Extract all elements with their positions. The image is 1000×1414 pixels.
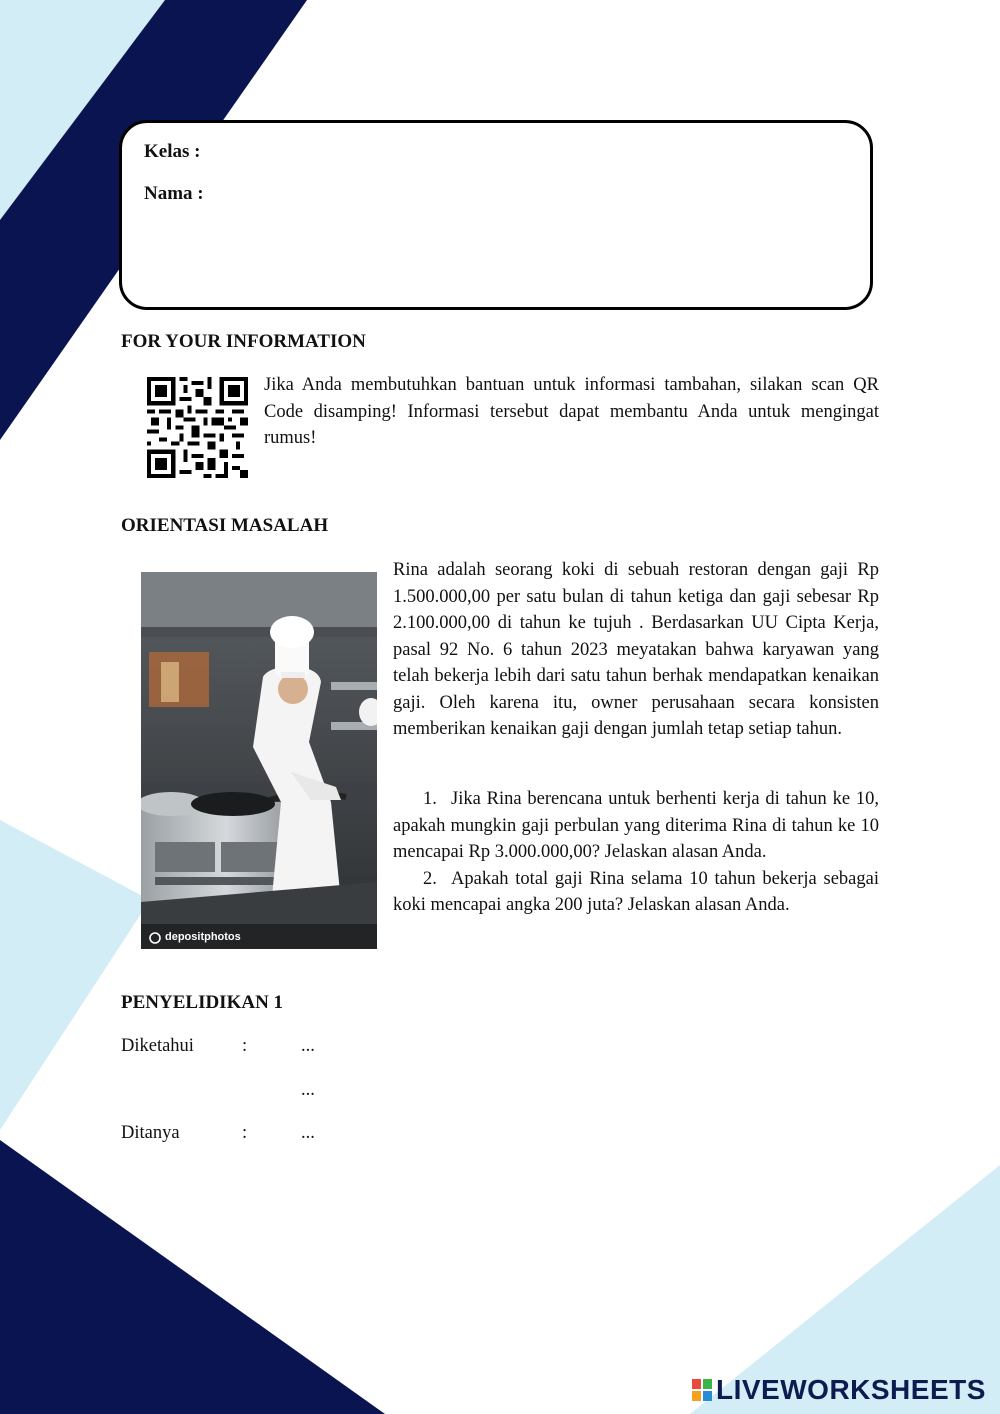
known-colon: : [242, 1036, 248, 1056]
known-field[interactable] [121, 1036, 521, 1062]
liveworksheets-icon [692, 1379, 712, 1401]
info-text: Jika Anda membutuhkan bantuan untuk informasi tambahan, silakan scan QR Code disamping! Informasi tersebut dapat membantu Anda untuk mengingat rumus! [264, 375, 879, 448]
liveworksheets-logo[interactable] [692, 1374, 986, 1406]
question-item [393, 786, 879, 866]
known-field-continued[interactable] [121, 1080, 521, 1106]
investigation-heading: PENYELIDIKAN 1 [121, 992, 284, 1013]
brand-text: LIVEWORKSHEETS [716, 1374, 986, 1405]
asked-field[interactable] [121, 1123, 521, 1149]
known-label: Diketahui [121, 1036, 194, 1056]
question-item [393, 866, 879, 919]
orientation-heading: ORIENTASI MASALAH [121, 515, 329, 536]
known-value-2[interactable]: ... [301, 1080, 315, 1100]
student-identity-box [119, 120, 873, 310]
chef-photo [141, 572, 377, 949]
asked-value[interactable]: ... [301, 1123, 315, 1143]
question-number: 2. [423, 868, 437, 889]
asked-colon: : [242, 1123, 248, 1143]
kelas-label: Kelas : [144, 141, 201, 162]
nama-label: Nama : [144, 183, 204, 204]
problem-text: Rina adalah seorang koki di sebuah restoran dengan gaji Rp 1.500.000,00 per satu bulan di tahun ketiga dan gaji sebesar Rp 2.100.000,00 di tahun ke tujuh . Berdasarkan UU Cipta Kerja, pasal 92 No. 6 tahun 2023 meyatakan bahwa karyawan yang telah bekerja lebih dari satu tahun berhak mendapatkan kenaikan gaji. Oleh karena itu, owner perusahaan secara konsisten memberikan kenaikan gaji dengan jumlah tetap setiap tahun. [393, 560, 879, 739]
qr-code-icon[interactable] [147, 377, 248, 478]
question-text: Apakah total gaji Rina selama 10 tahun bekerja sebagai koki mencapai angka 200 juta? Jelaskan alasan Anda. [393, 868, 879, 915]
known-value[interactable]: ... [301, 1036, 315, 1056]
chef-illustration [141, 572, 377, 949]
photo-watermark: depositphotos [165, 931, 241, 943]
question-list [393, 786, 879, 919]
question-text: Jika Rina berencana untuk berhenti kerja di tahun ke 10, apakah mungkin gaji perbulan yang diterima Rina di tahun ke 10 mencapai Rp 3.000.000,00? Jelaskan alasan Anda. [393, 789, 879, 862]
info-heading: FOR YOUR INFORMATION [121, 331, 366, 352]
question-number: 1. [423, 789, 437, 809]
asked-label: Ditanya [121, 1123, 180, 1143]
